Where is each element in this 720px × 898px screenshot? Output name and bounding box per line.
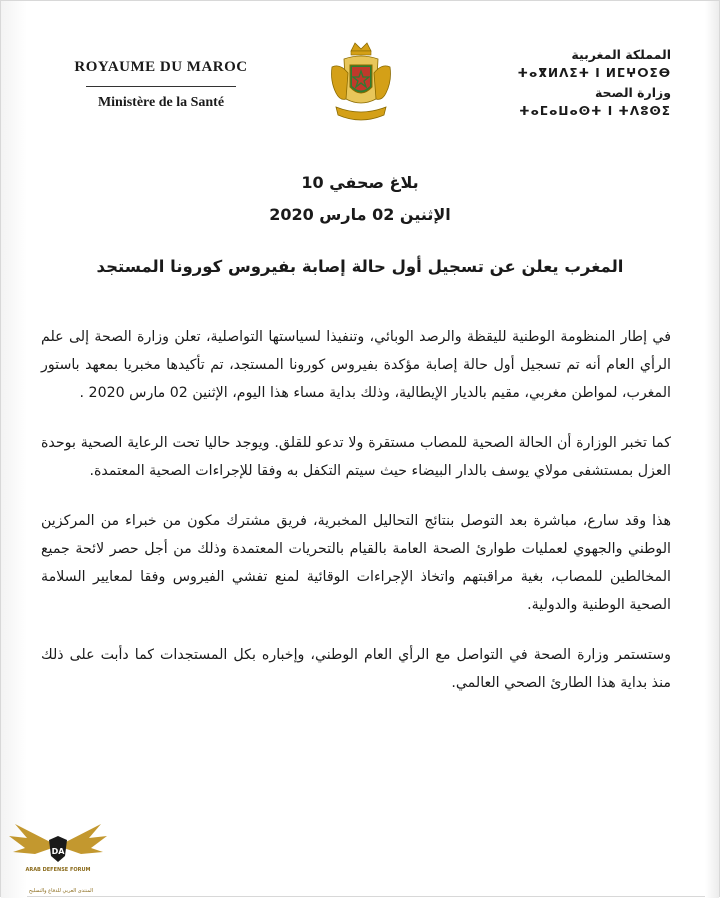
header-arabic xyxy=(501,45,671,121)
body-paragraph: وستستمر وزارة الصحة في التواصل مع الرأي العام الوطني، وإخباره بكل المستجدات كما دأبت على ذلك منذ بداية هذا الطارئ الصحي العالمي. xyxy=(41,647,671,691)
watermark-name-en: ARAB DEFENSE FORUM xyxy=(25,867,91,873)
ministry-name-ar: وزارة الصحة xyxy=(594,85,671,100)
body-paragraph: هذا وقد سارع، مباشرة بعد التوصل بنتائج التحاليل المخبرية، فريق مشترك مكون من خبراء من المركزين الوطني والجهوي لعمليات طوارئ الصحة العامة بالقيام بالتحريات المعتمدة وذلك من أجل حصر لائحة جميع المخالطين للمصاب، بغية مراقبتهم واتخاذ الإجراءات الوقائية لمنع تفشي الفيروس وفقا لمعايير السلامة الصحية الوطنية والدولية. xyxy=(41,513,671,613)
watermark-initials: DA xyxy=(51,847,65,856)
watermark-name-ar: المنتدى العربي للدفاع والتسليح xyxy=(28,888,94,894)
scan-shadow-right xyxy=(705,1,719,898)
kingdom-name-tifinagh: ⵜⴰⴳⵍⴷⵉⵜ ⵏ ⵍⵎⵖⵔⵉⴱ xyxy=(517,66,671,80)
forum-watermark-icon xyxy=(5,816,111,880)
communique-date: الإثنين 02 مارس 2020 xyxy=(269,205,451,224)
kingdom-name-fr: ROYAUME DU MAROC xyxy=(74,59,248,75)
header-french xyxy=(61,59,261,111)
body-paragraph: في إطار المنظومة الوطنية لليقظة والرصد الوبائي، وتنفيذا لسياستها التواصلية، تعلن وزارة الصحة إلى علم الرأي العام أنه تم تسجيل أول حالة إصابة مؤكدة بفيروس كورونا المستجد، تم تأكيدها مخبريا بمعهد باستور المغرب، لمواطن مغربي، مقيم بالديار الإيطالية، وذلك بداية مساء هذا اليوم، الإثنين 02 مارس 2020 . xyxy=(41,329,671,401)
ministry-name-fr: Ministère de la Santé xyxy=(97,95,225,110)
royal-coat-of-arms-icon xyxy=(326,37,396,127)
communique-headline: المغرب يعلن عن تسجيل أول حالة إصابة بفيروس كورونا المستجد xyxy=(96,257,624,276)
communique-heading xyxy=(1,167,719,231)
communique-number: بلاغ صحفي 10 xyxy=(301,173,419,192)
header-divider xyxy=(86,86,236,87)
ministry-name-tifinagh: ⵜⴰⵎⴰⵡⴰⵙⵜ ⵏ ⵜⴷⵓⵙⵉ xyxy=(519,104,671,118)
kingdom-name-ar: المملكة المغربية xyxy=(571,47,671,62)
body-paragraph: كما تخبر الوزارة أن الحالة الصحية للمصاب مستقرة ولا تدعو للقلق. ويوجد حاليا تحت الرعاية الصحية بوحدة العزل بمستشفى مولاي يوسف بالدار البيضاء حيث سيتم التكفل به وفقا للإجراءات الصحية المعتمدة. xyxy=(41,435,671,479)
scan-shadow-left xyxy=(1,1,27,898)
communique-body xyxy=(41,323,671,719)
